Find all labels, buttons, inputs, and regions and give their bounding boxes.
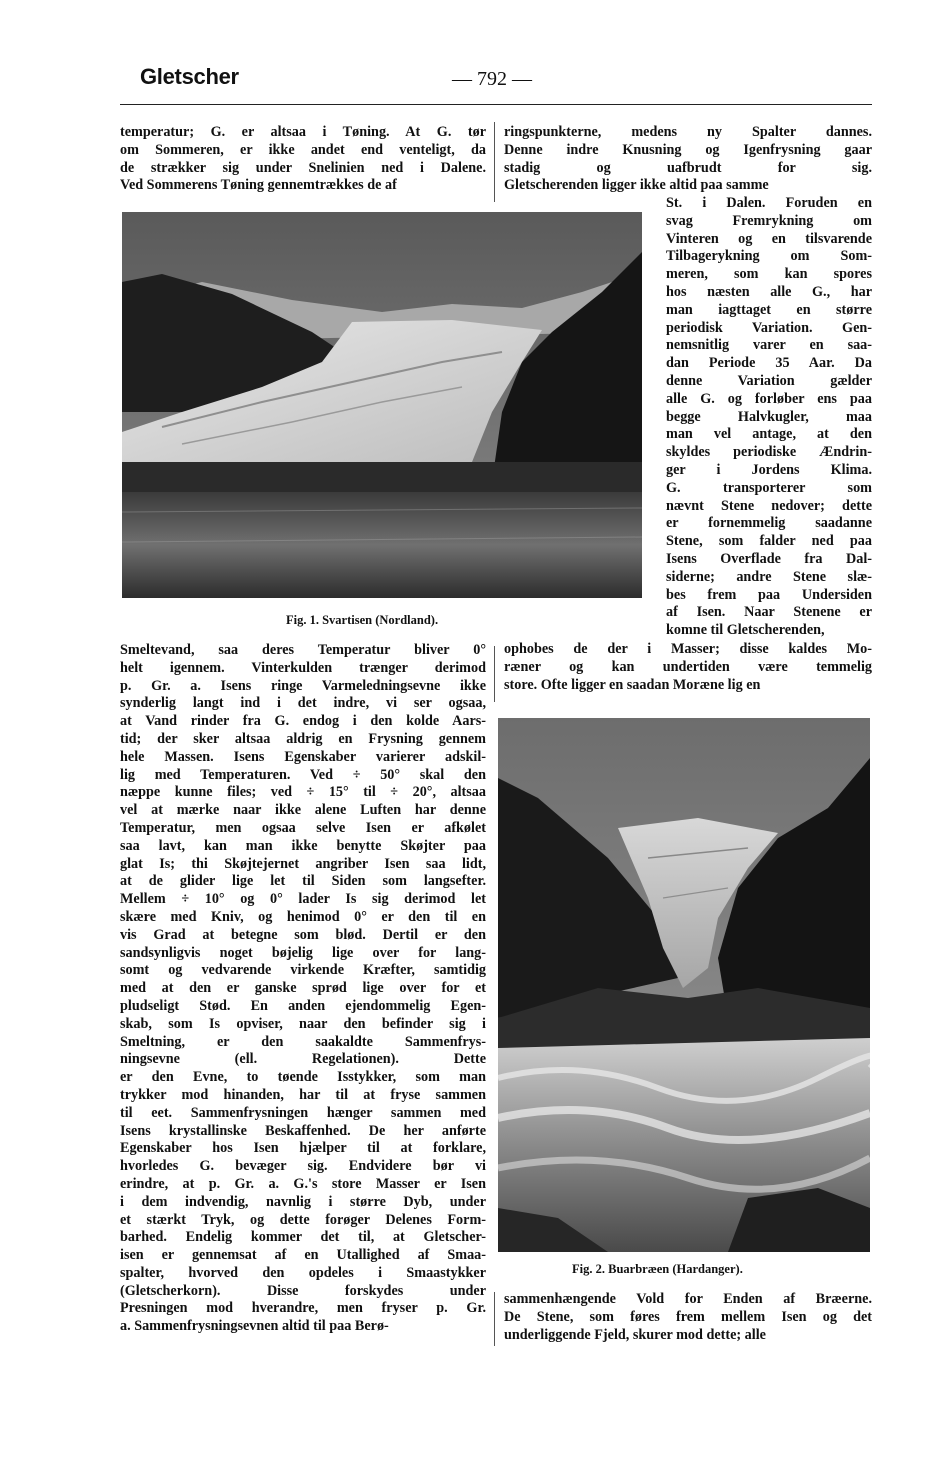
text-line: af Isen. Naar Stenene er	[666, 604, 872, 621]
text-line: a. Sammenfrysningsevnen altid til paa Berø-	[120, 1318, 389, 1335]
text-line: temperatur; G. er altsaa i Tøning. At G. tør	[120, 124, 486, 140]
text-line: store. Ofte ligger en saadan Moræne lig en	[504, 676, 761, 693]
text-line: ger i Jordens Klima.	[666, 461, 872, 478]
text-line: komne til Gletscherenden,	[666, 622, 825, 639]
column-divider-bottom	[494, 1292, 495, 1346]
text-line: skære med Kniv, og henimod 0° er den til en	[120, 908, 486, 925]
text-line: at de glider lige let til Siden som langsefter.	[120, 873, 486, 890]
text-line: ræner og kan undertiden være temmelig	[504, 658, 872, 675]
text-line: ringspunkterne, medens ny Spalter dannes.	[504, 124, 872, 140]
text-line: somt og vedvarende virkende Kræfter, samtidig	[120, 962, 486, 979]
figure-2-caption: Fig. 2. Buarbræen (Hardanger).	[572, 1262, 743, 1276]
left-column-main-text	[120, 642, 486, 1336]
text-line: pludseligt Stød. En anden ejendommelig Egen-	[120, 997, 486, 1014]
text-line: periodisk Variation. Gen-	[666, 319, 872, 336]
text-line: til eet. Sammenfrysningen hænger sammen med	[120, 1104, 486, 1121]
text-line: erindre, at p. Gr. a. G.'s store Masser er Isen	[120, 1175, 486, 1192]
figure-2-photo	[498, 718, 870, 1252]
text-line: glat Is; thi Skøjtejernet angriber Isen saa lidt,	[120, 855, 486, 872]
text-line: dan Periode 35 Aar. Da	[666, 355, 872, 372]
text-line: sammenhængende Vold for Enden af Bræerne.	[504, 1291, 872, 1307]
text-line: vis Grad at betegne som blød. Dertil er den	[120, 926, 486, 943]
text-line: stadig og uafbrudt for sig.	[504, 159, 872, 176]
text-line: Vinteren og en tilsvarende	[666, 230, 872, 247]
column-divider-mid	[494, 646, 495, 702]
text-line: svag Fremrykning om	[666, 212, 872, 229]
text-line: Egenskaber hos Isen hjælper til at forklare,	[120, 1140, 486, 1157]
text-line: sandsynligvis noget bøjelig lige over for lang-	[120, 944, 486, 961]
text-line: isen er gennemsat af en Utallighed af Smaa-	[120, 1247, 486, 1264]
text-line: spalter, hvorved den opdeles i Smaastykker	[120, 1264, 486, 1281]
text-line: siderne; andre Stene slæ-	[666, 568, 872, 585]
text-line: trykker mod hinanden, har til at fryse sammen	[120, 1086, 486, 1103]
glacier-landscape-image-1	[122, 212, 642, 598]
text-line: vel at mærke naar ikke alene Luften har denne	[120, 802, 486, 819]
text-line: at Vand rinder fra G. endog i den kolde Aars-	[120, 713, 486, 730]
text-line: Ved Sommerens Tøning gennemtrækkes de af	[120, 177, 397, 194]
text-line: om Sommeren, er ikke andet end venteligt, da	[120, 141, 486, 158]
text-line: nemsnitlig varer en saa-	[666, 337, 872, 354]
text-line: Gletscherenden ligger ikke altid paa samme	[504, 177, 769, 194]
text-line: De Stene, som føres frem mellem Isen og det	[504, 1308, 872, 1325]
text-line: saa lavt, kan man ikke benytte Skøjter paa	[120, 837, 486, 854]
text-line: p. Gr. a. Isens ringe Varmeledningsevne ikke	[120, 677, 486, 694]
text-line: tid; der sker altsaa aldrig en Frysning gennem	[120, 730, 486, 747]
text-line: (Gletscherkorn). Disse forskydes under	[120, 1282, 486, 1299]
text-line: barhed. Endelig kommer det til, at Gletscher-	[120, 1229, 486, 1246]
glacier-river-image-2	[498, 718, 870, 1252]
text-line: bes frem paa Undersiden	[666, 586, 872, 603]
text-line: lig med Temperaturen. Ved ÷ 50° skal den	[120, 766, 486, 783]
text-line: ophobes de der i Masser; disse kaldes Mo-	[504, 641, 872, 657]
text-line: er den Evne, to tøende Isstykker, som man	[120, 1069, 486, 1086]
text-line: Stene, som falder ned paa	[666, 533, 872, 550]
text-line: G. transporterer som	[666, 479, 872, 496]
header-rule	[120, 104, 872, 105]
text-line: næppe kunne files; ved ÷ 15° til ÷ 20°, altsaa	[120, 784, 486, 801]
text-line: hele Massen. Isens Egenskaber varierer adskil-	[120, 748, 486, 765]
text-line: synderlig langt ind i det indre, vi ser ogsaa,	[120, 695, 486, 712]
text-line: alle G. og forløber ens paa	[666, 390, 872, 407]
text-line: de strækker sig under Snelinien ned i Dalene.	[120, 159, 486, 176]
figure-1-caption: Fig. 1. Svartisen (Nordland).	[286, 613, 439, 627]
text-line: hos næsten alle G., har	[666, 283, 872, 300]
column-divider-top	[494, 122, 495, 202]
text-line: ningsevne (ell. Regelationen). Dette	[120, 1051, 486, 1068]
text-line: Isens Overflade fra Dal-	[666, 550, 872, 567]
text-line: begge Halvkugler, maa	[666, 408, 872, 425]
right-column-mid-text	[504, 641, 872, 694]
right-column-wrap-text	[666, 195, 872, 640]
text-line: Smeltning, er den saakaldte Sammenfrys-	[120, 1033, 486, 1050]
text-line: Denne indre Knusning og Igenfrysning gaar	[504, 141, 872, 158]
text-line: nævnt Stene nedover; dette	[666, 497, 872, 514]
text-line: i dem indvendig, navnlig i større Dyb, under	[120, 1193, 486, 1210]
text-line: skyldes periodiske Ændrin-	[666, 444, 872, 461]
text-line: Smeltevand, saa deres Temperatur bliver 0°	[120, 642, 486, 658]
text-line: denne Variation gælder	[666, 372, 872, 389]
text-line: St. i Dalen. Foruden en	[666, 195, 872, 211]
text-line: Mellem ÷ 10° og 0° lader Is sig derimod let	[120, 891, 486, 908]
figure-1-photo	[122, 212, 642, 598]
text-line: man iagttaget en større	[666, 301, 872, 318]
text-line: underliggende Fjeld, skurer mod dette; alle	[504, 1326, 766, 1343]
text-line: hvorledes G. bevæger sig. Endvidere bør vi	[120, 1158, 486, 1175]
text-line: Temperatur, men ogsaa selve Isen er afkølet	[120, 819, 486, 836]
right-column-bottom-text	[504, 1291, 872, 1344]
text-line: Presningen mod hverandre, men fryser p. Gr.	[120, 1300, 486, 1317]
text-line: skab, som Is opviser, naar den befinder sig i	[120, 1015, 486, 1032]
right-column-top-text	[504, 124, 872, 195]
text-line: Tilbagerykning om Som-	[666, 248, 872, 265]
page-header-title: Gletscher	[140, 64, 239, 89]
text-line: helt igennem. Vinterkulden trænger derimod	[120, 659, 486, 676]
text-line: man vel antage, at den	[666, 426, 872, 443]
text-line: et stærkt Tryk, og dette forøger Delenes Form-	[120, 1211, 486, 1228]
text-line: er fornemmelig saadanne	[666, 515, 872, 532]
text-line: med at den er ganske sprød lige over for et	[120, 980, 486, 997]
left-column-top-text	[120, 124, 486, 195]
text-line: Isens krystallinske Beskaffenhed. De her anførte	[120, 1122, 486, 1139]
text-line: meren, som kan spores	[666, 266, 872, 283]
page-number: — 792 —	[452, 68, 532, 90]
